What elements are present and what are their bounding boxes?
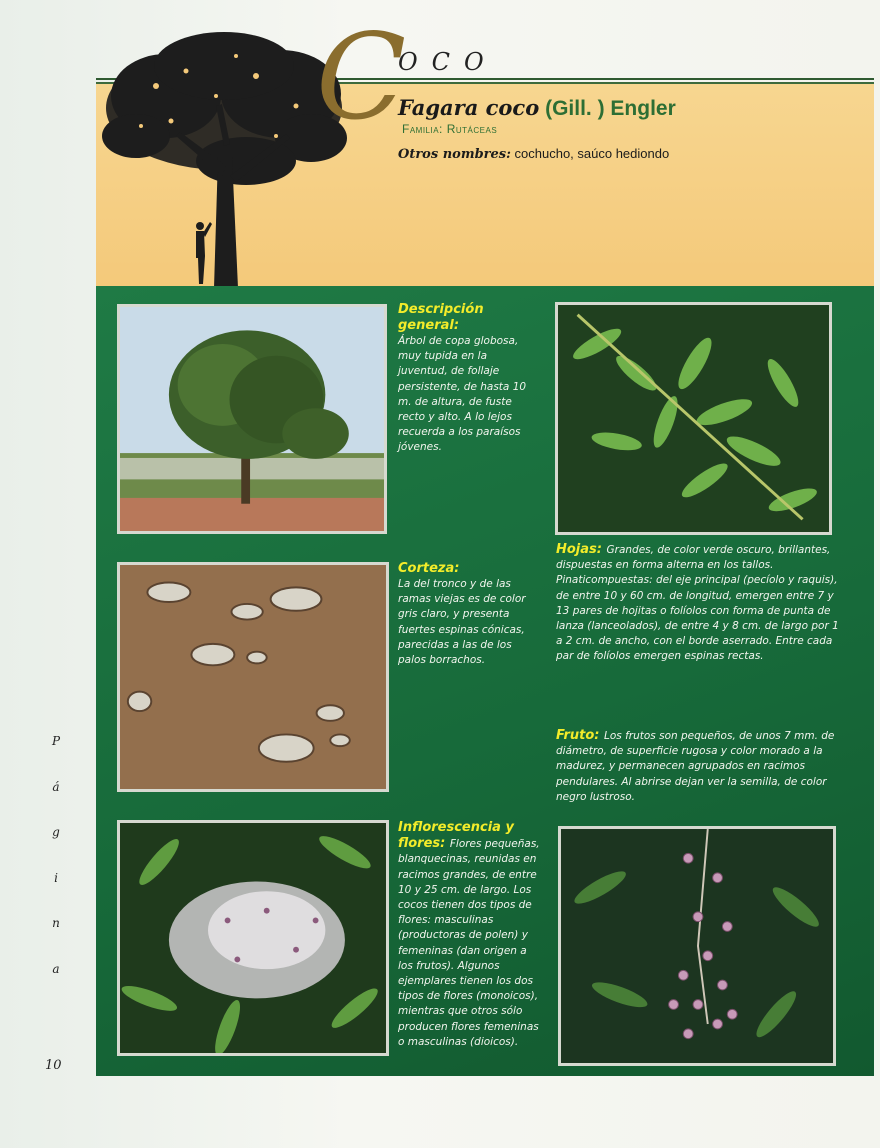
side-page-word — [46, 734, 66, 1007]
side-letter: á — [52, 779, 60, 794]
scientific-name — [398, 95, 676, 121]
tree-photo — [117, 304, 387, 534]
leaves-heading: Hojas: — [556, 542, 607, 557]
fruit-section — [556, 728, 841, 805]
title-initial: C — [316, 8, 407, 146]
fruit-heading: Fruto: — [556, 728, 604, 743]
flowers-heading: Inflorescencia y flores: — [398, 820, 514, 852]
other-names-value: cochucho, saúco hediondo — [514, 146, 670, 161]
fruit-photo — [558, 826, 836, 1066]
side-letter: i — [54, 870, 58, 885]
title-rest: OCO — [398, 48, 498, 76]
description-section — [398, 302, 538, 456]
flowers-photo — [117, 820, 389, 1056]
bark-body: La del tronco y de las ramas viejas es de color gris claro, y presenta fuertes espinas cónicas, parecidas a las de los palos borrachos. — [398, 578, 526, 667]
bark-heading: Corteza: — [398, 561, 460, 576]
bark-photo — [117, 562, 389, 792]
side-letter: g — [52, 825, 60, 839]
page-number: 10 — [45, 1058, 62, 1073]
description-heading: Descripción general: — [398, 302, 484, 333]
scientific-author: (Gill. ) Engler — [545, 97, 676, 120]
leaves-body: Grandes, de color verde oscuro, brillantes, dispuestas en forma alterna en los tallos. Pinaticompuestas: del eje principal (pecíolo y raquis), de entre 10 y 60 cm. de longitud, emergen entre 7 y 13 pares de hojitas o folíolos con forma de punta de lanza (lanceolados), de entre 4 y 8 cm. de largo por 1 a 2 cm. de ancho, con el borde aserrado. Entre cada par de folíolos emergen espinas rectas. — [556, 544, 839, 663]
scientific-genus: Fagara coco — [398, 95, 540, 120]
other-names-label: Otros nombres: — [398, 147, 511, 162]
fruit-body: Los frutos son pequeños, de unos 7 mm. de diámetro, de superficie rugosa y color morado a la madurez, y permanecen agrupados en racimos pendulares. Al abrirse dejan ver la semilla, de color negro lustroso. — [556, 730, 835, 803]
leaves-section — [556, 542, 846, 665]
flowers-body: Flores pequeñas, blanquecinas, reunidas en racimos grandes, de entre 10 y 25 cm. de largo. Los cocos tienen dos tipos de flores: masculinas (productoras de polen) y femeninas (dan origen a los frutos). Algunos ejemplares tienen los dos tipos de flores (monoicos), mientras que otros sólo producen flores femeninas o masculinas (dioicos). — [398, 838, 540, 1048]
family-label: Familia: Rutáceas — [402, 122, 498, 136]
bark-section — [398, 561, 538, 668]
leaves-photo — [555, 302, 832, 535]
other-names — [398, 146, 669, 162]
side-letter: P — [51, 734, 61, 748]
side-letter: a — [52, 961, 60, 976]
description-body: Árbol de copa globosa, muy tupida en la juventud, de follaje persistente, de hasta 10 m. de altura, de fuste recto y alto. A lo lejos recuerda a los paraísos jóvenes. — [398, 335, 527, 454]
side-letter: n — [52, 916, 60, 930]
flowers-section — [398, 820, 543, 1050]
